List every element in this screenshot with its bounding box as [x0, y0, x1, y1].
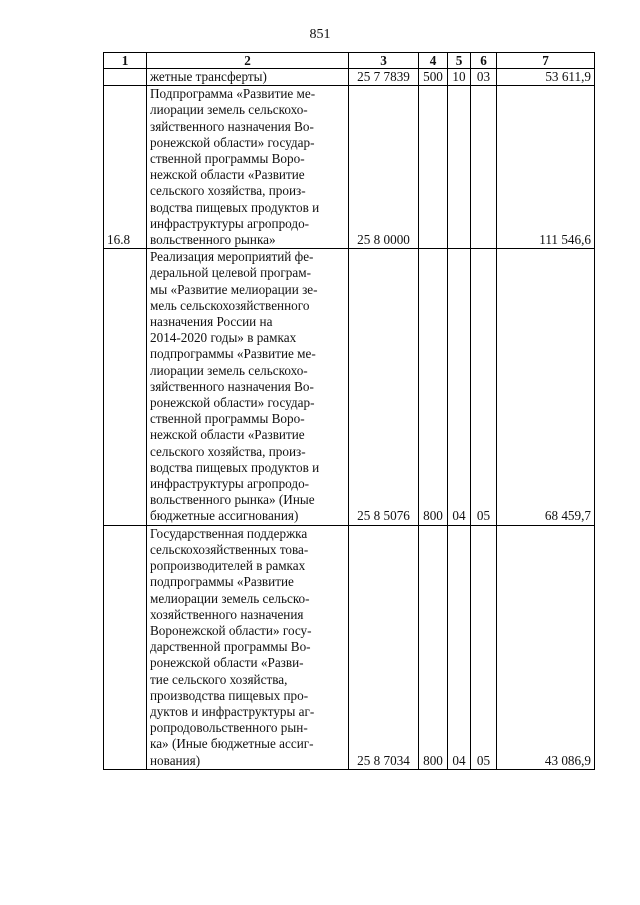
row-name: жетные трансферты): [147, 69, 349, 86]
subsection-code: 05: [471, 249, 497, 525]
section-code: 10: [448, 69, 471, 86]
expense-type-code: 800: [419, 249, 448, 525]
row-name: Реализация мероприятий фе- деральной целевой програм- мы «Развитие мелиорации зе- мель сельскохозяйственного назначения России на 2014-2020 годы» в рамках подпрограммы «Развитие ме- лиорации земель сельскохо- зяйственного назначения Во- ронежской области» государ- ственной программы Воро- нежской области «Развитие сельского хозяйства, произ- водства пищевых продуктов и инфраструктуры агропродо- вольственного рынка» (Иные бюджетные ассигнования): [147, 249, 349, 525]
column-header: 2: [147, 53, 349, 69]
expense-type-code: 500: [419, 69, 448, 86]
budget-table: [103, 52, 595, 770]
amount: 68 459,7: [497, 249, 595, 525]
amount: 43 086,9: [497, 525, 595, 769]
column-header: 6: [471, 53, 497, 69]
amount: 111 546,6: [497, 86, 595, 249]
table-row: [104, 69, 595, 86]
expense-type-code: [419, 86, 448, 249]
row-code: [104, 69, 147, 86]
amount: 53 611,9: [497, 69, 595, 86]
row-name: Государственная поддержка сельскохозяйственных това- ропроизводителей в рамках подпрограммы «Развитие мелиорации земель сельско- хозяйственного назначения Воронежской области» госу- дарственной программы Во- ронежской области «Разви- тие сельского хозяйства, производства пищевых про- дуктов и инфраструктуры аг- ропродовольственного рын- ка» (Иные бюджетные ассиг- нования): [147, 525, 349, 769]
table-row: [104, 249, 595, 525]
target-article-code: 25 8 7034: [349, 525, 419, 769]
table-row: [104, 525, 595, 769]
section-code: 04: [448, 525, 471, 769]
target-article-code: 25 7 7839: [349, 69, 419, 86]
table-header-row: [104, 53, 595, 69]
page-number: 851: [309, 27, 331, 42]
column-header: 1: [104, 53, 147, 69]
subsection-code: 05: [471, 525, 497, 769]
section-code: [448, 86, 471, 249]
subsection-code: 03: [471, 69, 497, 86]
column-header: 4: [419, 53, 448, 69]
section-code: 04: [448, 249, 471, 525]
target-article-code: 25 8 0000: [349, 86, 419, 249]
row-code: [104, 249, 147, 525]
row-name: Подпрограмма «Развитие ме- лиорации земель сельскохо- зяйственного назначения Во- ронежской области» государ- ственной программы Воро- нежской области «Развитие сельского хозяйства, произ- водства пищевых продуктов и инфраструктуры агропродо- вольственного рынка»: [147, 86, 349, 249]
column-header: 5: [448, 53, 471, 69]
table-row: [104, 86, 595, 249]
expense-type-code: 800: [419, 525, 448, 769]
row-code: [104, 525, 147, 769]
row-code: 16.8: [104, 86, 147, 249]
column-header: 7: [497, 53, 595, 69]
target-article-code: 25 8 5076: [349, 249, 419, 525]
column-header: 3: [349, 53, 419, 69]
subsection-code: [471, 86, 497, 249]
